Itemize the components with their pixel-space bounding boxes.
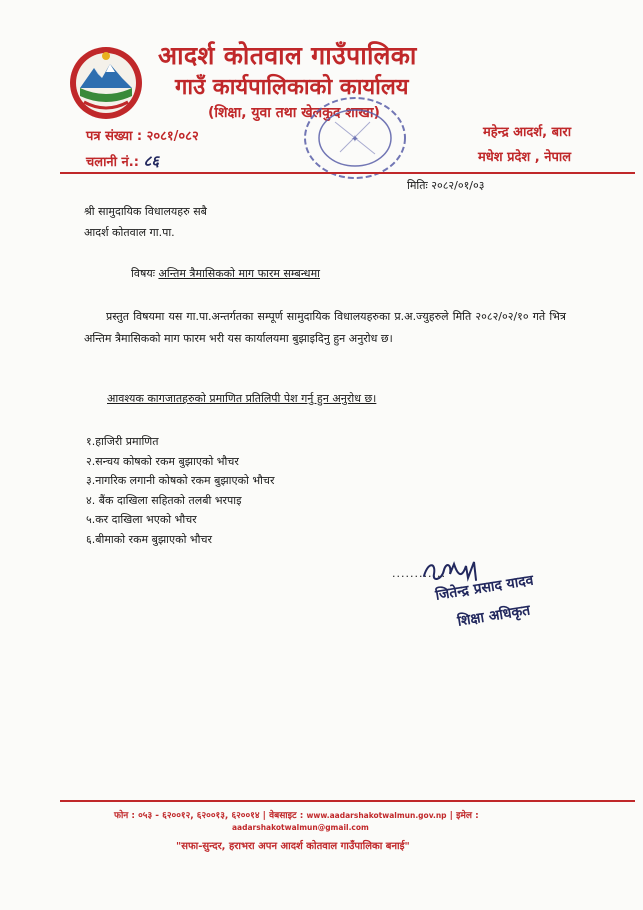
dispatch-label: चलानी नं.: (86, 155, 139, 170)
subject-label: विषयः (131, 267, 155, 280)
footer-divider (60, 800, 635, 802)
footer-website: www.aadarshakotwalmun.gov.np (306, 811, 447, 820)
header-divider (60, 172, 635, 174)
recipient-line-2: आदर्श कोतवाल गा.पा. (84, 226, 175, 239)
list-item: ६.बीमाको रकम बुझाएको भौचर (86, 532, 212, 546)
reference-number: पत्र संख्या : २०८१/०८२ (86, 129, 199, 144)
office-branch: (शिक्षा, युवा तथा खेलकुद शाखा) (208, 105, 380, 121)
list-item: २.सन्चय कोषको रकम बुझाएको भौचर (86, 454, 239, 468)
office-name: आदर्श कोतवाल गाउँपालिका (158, 41, 417, 70)
document-list (86, 432, 274, 549)
list-item: १.हाजिरी प्रमाणित (86, 435, 159, 448)
address-line-2: मधेश प्रदेश , नेपाल (478, 150, 572, 165)
dispatch-number (86, 151, 159, 171)
list-item: ३.नागरिक लगानी कोषको रकम बुझाएको भौचर (86, 474, 275, 487)
letter-paragraph: प्रस्तुत विषयमा यस गा.पा.अन्तर्गतका सम्पूर्ण सामुदायिक विधालयहरुका प्र.अ.ज्युहरुले मिति २०८२/०२/१० गते भित्र अन्तिम त्रैमासिकको माग फारम भरी यस कार्यालयमा बुझाइदिनु हुन अनुरोध छ। (84, 310, 566, 345)
signature-dots: ............ (392, 567, 446, 580)
office-subtitle: गाउँ कार्यपालिकाको कार्यालय (175, 75, 409, 100)
subject-text: अन्तिम त्रैमासिकको माग फारम सम्बन्धमा (158, 267, 320, 280)
recipient-line-1: श्री सामुदायिक विधालयहरु सबै (84, 205, 207, 218)
footer-email-label: | इमेल : (449, 811, 479, 821)
letter-date: मितिः २०८२/०१/०३ (407, 179, 485, 192)
list-item: ५.कर दाखिला भएको भौचर (86, 513, 197, 526)
dispatch-value: ८६ (143, 152, 160, 170)
office-stamp-icon (300, 92, 410, 184)
list-item: ४. बैंक दाखिला सहितको तलबी भरपाइ (86, 493, 242, 507)
municipality-emblem-icon (66, 44, 146, 122)
footer-email: aadarshakotwalmun@gmail.com (232, 823, 369, 832)
footer-contact (114, 808, 479, 821)
signer-title: शिक्षा अधिकृत (456, 602, 532, 630)
signer-name: जितेन्द्र प्रसाद यादव (434, 572, 535, 604)
address-line-1: महेन्द्र आदर्श, बारा (483, 125, 572, 140)
footer-phone: फोन : ०५३ - ६२००१२, ६२००१३, ६२००१४ | वेबसाइट : (114, 811, 304, 821)
footer-slogan: "सफा-सुन्दर, हराभरा अपन आदर्श कोतवाल गाउँपालिका बनाई" (176, 841, 410, 852)
notice-line: आवश्यक कागजातहरुको प्रमाणित प्रतिलिपी पेश गर्नु हुन अनुरोध छ। (107, 392, 377, 405)
subject-line (131, 266, 320, 281)
svg-text:✦: ✦ (350, 134, 360, 145)
